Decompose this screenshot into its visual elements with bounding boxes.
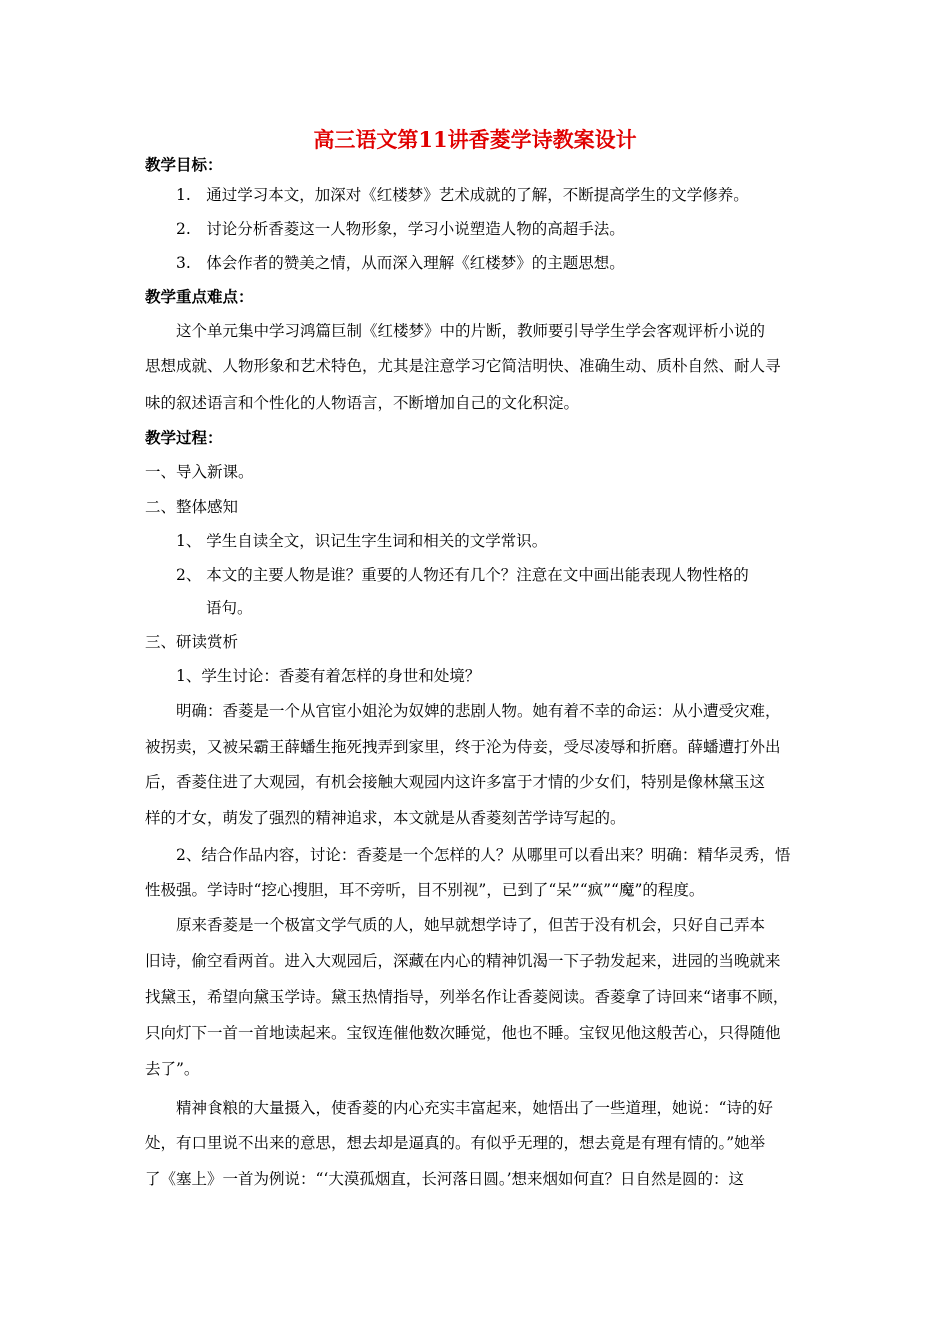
key-points-line: 这个单元集中学习鸿篇巨制《红楼梦》中的片断，教师要引导学生学会客观评析小说的 — [176, 322, 766, 340]
paragraph-line: 明确：香菱是一个从官宦小姐沦为奴婢的悲剧人物。她有着不幸的命运：从小遭受灾难， — [176, 702, 781, 720]
paragraph-line: 后，香菱住进了大观园，有机会接触大观园内这许多富于才情的少女们，特别是像林黛玉这 — [145, 773, 766, 791]
paragraph-line: 原来香菱是一个极富文学气质的人，她早就想学诗了，但苦于没有机会，只好自己弄本 — [176, 916, 766, 934]
paragraph-line: 旧诗，偷空看两首。进入大观园后，深藏在内心的精神饥渴一下子勃发起来，进园的当晚就来 — [145, 952, 781, 970]
overview-item-2-cont: 语句。 — [206, 599, 253, 617]
discussion-question-1: 1、学生讨论：香菱有着怎样的身世和处境？ — [176, 667, 481, 685]
paragraph-line: 处，有口里说不出来的意思，想去却是逼真的。有似乎无理的，想去竟是有理有情的。”她举 — [145, 1134, 766, 1152]
paragraph-line: 去了”。 — [145, 1060, 200, 1078]
paragraph-line: 2、结合作品内容，讨论：香菱是一个怎样的人？从哪里可以看出来？明确：精华灵秀，悟 — [176, 846, 791, 864]
overview-item-2: 2、 本文的主要人物是谁？重要的人物还有几个？注意在文中画出能表现人物性格的 — [176, 566, 749, 584]
key-points-heading: 教学重点难点： — [145, 287, 254, 306]
paragraph-line: 性极强。学诗时“挖心搜胆，耳不旁听，目不别视”，已到了“呆”“疯”“魔”的程度。 — [145, 881, 705, 899]
document-title: 高三语文第11讲香菱学诗教案设计 — [313, 127, 637, 152]
objectives-heading: 教学目标： — [145, 155, 223, 174]
section-heading: 一、导入新课。 — [145, 463, 254, 481]
paragraph-line: 了《塞上》一首为例说：“‘大漠孤烟直，长河落日圆。’想来烟如何直？日自然是圆的：这 — [145, 1170, 745, 1188]
paragraph-line: 精神食粮的大量摄入，使香菱的内心充实丰富起来，她悟出了一些道理，她说：“诗的好 — [176, 1099, 773, 1117]
objective-item-3: 3. 体会作者的赞美之情，从而深入理解《红楼梦》的主题思想。 — [176, 254, 625, 272]
paragraph-line: 只向灯下一首一首地读起来。宝钗连催他数次睡觉，他也不睡。宝钗见他这般苦心，只得随他 — [145, 1024, 781, 1042]
section-heading: 三、研读赏析 — [145, 633, 239, 651]
process-heading: 教学过程： — [145, 428, 223, 447]
paragraph-line: 样的才女，萌发了强烈的精神追求，本文就是从香菱刻苦学诗写起的。 — [145, 809, 626, 827]
key-points-line: 味的叙述语言和个性化的人物语言，不断增加自己的文化积淀。 — [145, 394, 580, 412]
section-heading: 二、整体感知 — [145, 498, 239, 516]
objective-item-1: 1. 通过学习本文，加深对《红楼梦》艺术成就的了解，不断提高学生的文学修养。 — [176, 186, 749, 204]
objective-item-2: 2. 讨论分析香菱这一人物形象，学习小说塑造人物的高超手法。 — [176, 220, 625, 238]
key-points-line: 思想成就、人物形象和艺术特色，尤其是注意学习它简洁明快、准确生动、质朴自然、耐人寻 — [145, 357, 781, 375]
overview-item-1: 1、 学生自读全文，识记生字生词和相关的文学常识。 — [176, 532, 548, 550]
paragraph-line: 被拐卖，又被呆霸王薛蟠生拖死拽弄到家里，终于沦为侍妾，受尽凌辱和折磨。薛蟠遭打外出 — [145, 738, 781, 756]
paragraph-line: 找黛玉，希望向黛玉学诗。黛玉热情指导，列举名作让香菱阅读。香菱拿了诗回来“诸事不顾， — [145, 988, 789, 1006]
